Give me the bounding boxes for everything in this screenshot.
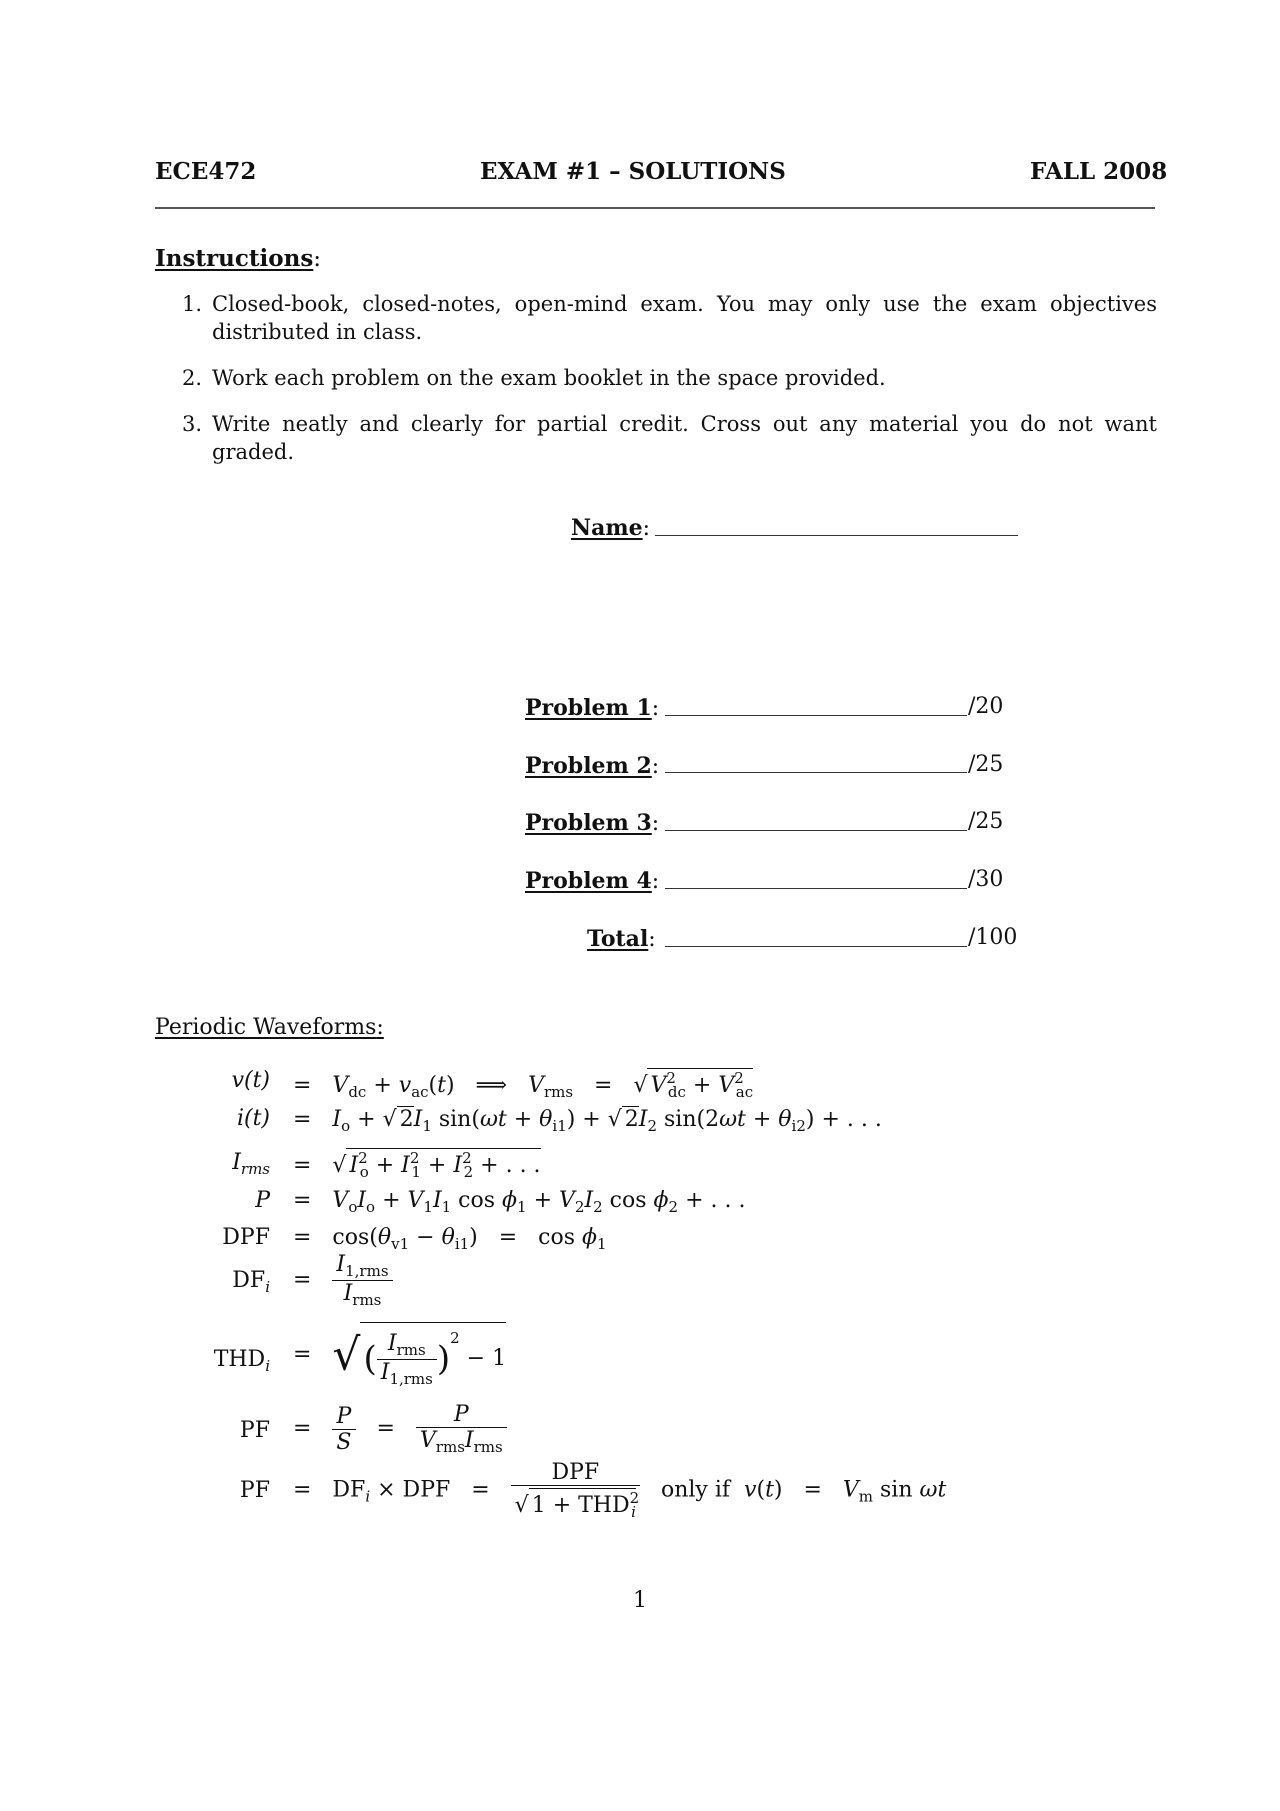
instruction-item: 2. Work each problem on the exam booklet in the space provided.	[182, 366, 886, 390]
problem-4-score-field[interactable]	[665, 888, 967, 889]
equation-vt: = $V_{dc} + v_{ac}(t)$ ⟹ $V_{rms}$ = √ $V^2_{dc} + V^2_{ac}$	[293, 1069, 754, 1101]
eq-lhs-dfi: $DF_i$	[232, 1268, 270, 1296]
eq-lhs-dpf: DPF	[222, 1225, 270, 1250]
problem-2-points: /25	[968, 752, 1004, 777]
equation-power: = $V_oI_o + V_1I_1$ $\cos \phi_1 + V_2I_2$ $\cos \phi_2$ + . . .	[293, 1188, 746, 1216]
instruction-item: 1. Closed-book, closed-notes, open-mind exam. You may only use the exam objectives distributed in class.	[182, 292, 1157, 344]
instruction-item: 3. Write neatly and clearly for partial credit. Cross out any material you do not want graded.	[182, 412, 1157, 464]
waveforms-heading: Periodic Waveforms:	[155, 1015, 384, 1040]
eq-lhs-pf-2: PF	[239, 1478, 270, 1503]
total-score-field[interactable]	[665, 946, 967, 947]
only-if-text: only if	[660, 1477, 731, 1503]
equation-it: = $I_o$ + √ $2I_1$ $\sin(\omega t + \theta_{i1})$ + √ $2I_2$ $\sin(2\omega t + \theta_{i2})$ + . . .	[293, 1107, 882, 1135]
exam-term: FALL 2008	[1030, 158, 1168, 185]
problem-3-label: Problem 3:	[525, 810, 660, 836]
instructions-heading: Instructions:	[155, 245, 322, 272]
name-field[interactable]	[655, 535, 1018, 536]
equation-dfi: = $\frac{I_{1,rms}}{I_{rms}}$	[293, 1252, 393, 1309]
problem-3-points: /25	[968, 809, 1004, 834]
problem-3-score-field[interactable]	[665, 830, 967, 831]
exam-title: EXAM #1 – SOLUTIONS	[480, 158, 786, 185]
header-rule	[155, 207, 1155, 209]
problem-2-score-field[interactable]	[665, 772, 967, 773]
eq-lhs-irms: $I_{rms}$	[232, 1150, 270, 1178]
eq-lhs-thd: $THD_i$	[213, 1347, 270, 1375]
name-label: Name:	[571, 515, 651, 541]
eq-lhs-v: v(t)	[231, 1068, 270, 1093]
eq-lhs-i: i(t)	[236, 1106, 270, 1131]
eq-lhs-p: P	[255, 1188, 270, 1213]
problem-1-label: Problem 1:	[525, 695, 660, 721]
equation-pf-thd: = $DF_i$ × DPF = $\frac{\text{DPF}}{√ 1 + THD^2_i}$ only if $v(t) = V_m$ sin ωt	[293, 1460, 947, 1521]
page-number: 1	[633, 1588, 647, 1613]
equation-thd: = √( $\frac{I_{rms}}{I_{1,rms}}$ )$^2$ − 1	[293, 1322, 506, 1388]
equation-dpf: = $\cos(\theta_{v1} - \theta_{i1}) = \cos \phi_1$	[293, 1225, 607, 1253]
eq-lhs-pf: PF	[239, 1418, 270, 1443]
total-points: /100	[968, 925, 1018, 950]
problem-1-points: /20	[968, 694, 1004, 719]
problem-1-score-field[interactable]	[665, 715, 967, 716]
problem-4-points: /30	[968, 867, 1004, 892]
problem-4-label: Problem 4:	[525, 868, 660, 894]
course-code: ECE472	[155, 158, 257, 185]
problem-2-label: Problem 2:	[525, 753, 660, 779]
equation-pf: = $\frac{P}{S}$ = $\frac{P}{V_{rms}I_{rms}}$	[293, 1402, 507, 1456]
equation-irms: = √ $I^2_o + I^2_1 + I^2_2$ + . . .	[293, 1149, 541, 1181]
total-label: Total:	[587, 926, 656, 952]
